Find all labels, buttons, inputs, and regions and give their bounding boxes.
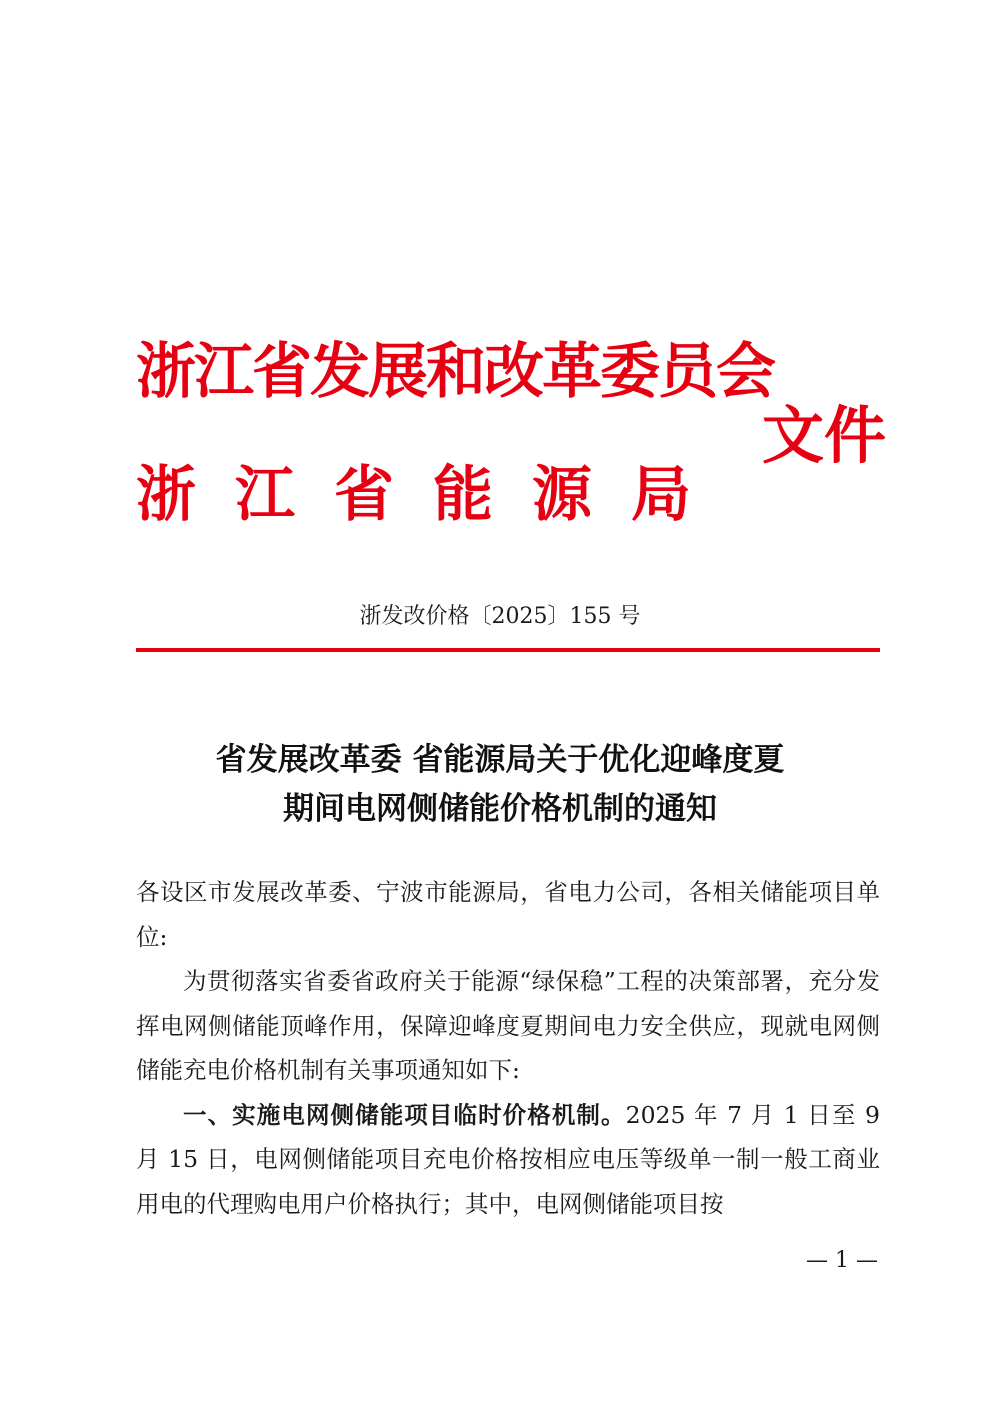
notice-body: [136, 870, 880, 1226]
issuer-suffix: 文件: [762, 399, 887, 472]
section-1-paragraph: [136, 1093, 880, 1227]
intro-paragraph: 为贯彻落实省委省政府关于能源“绿保稳”工程的决策部署，充分发挥电网侧储能顶峰作用，保障迎峰度夏期间电力安全供应，现就电网侧储能充电价格机制有关事项通知如下:: [136, 967, 880, 1084]
notice-title-line-2: 期间电网侧储能价格机制的通知: [283, 791, 717, 827]
issuer-name-energy-bureau: 浙江省能源局: [136, 460, 730, 530]
notice-title: [0, 736, 1000, 834]
notice-title-line-1: 省发展改革委 省能源局关于优化迎峰度夏: [215, 742, 785, 778]
section-1-heading: 一、实施电网侧储能项目临时价格机制。: [183, 1100, 626, 1129]
issuer-name-drc: 浙江省发展和改革委员会: [136, 337, 774, 407]
page-number: — 1 —: [806, 1248, 878, 1273]
document-number: 浙发改价格〔2025〕155 号: [359, 604, 641, 629]
section-1-text: 2025 年 7 月 1 日至 9 月 15 日，电网侧储能项目充电价格按相应电压等级单一制一般工商业用电的代理购电用户价格执行；其中，电网侧储能项目按: [136, 1100, 881, 1218]
recipients-paragraph: 各设区市发展改革委、宁波市能源局，省电力公司，各相关储能项目单位:: [136, 878, 880, 951]
red-divider: [136, 648, 880, 652]
